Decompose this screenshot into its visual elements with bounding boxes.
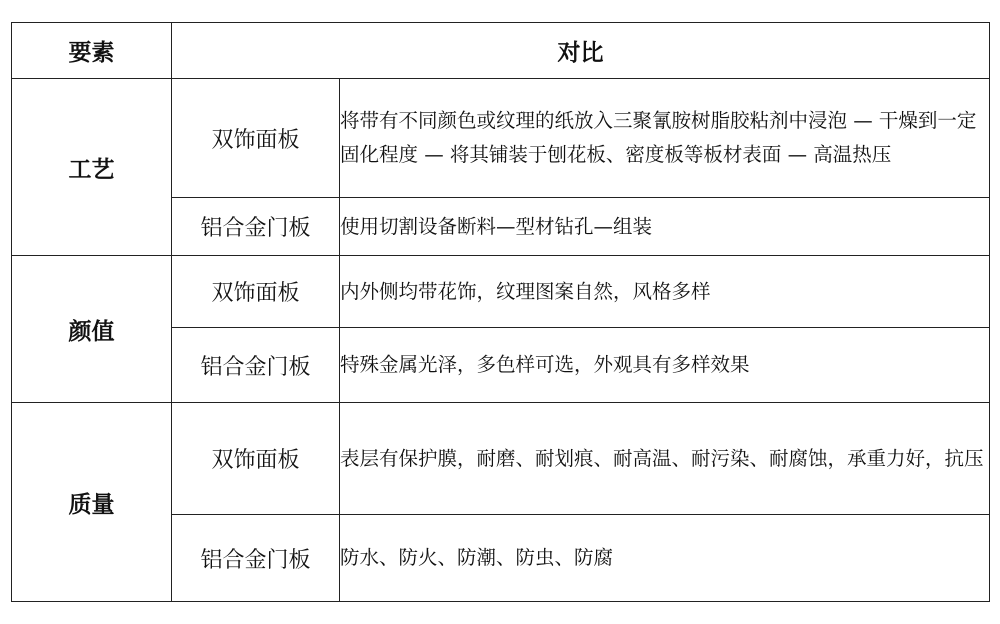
header-element: 要素 — [12, 23, 172, 79]
element-cell-appearance: 颜值 — [12, 256, 172, 403]
table-row — [12, 79, 990, 198]
comparison-table — [11, 22, 990, 602]
type-cell: 双饰面板 — [172, 403, 340, 515]
type-cell: 铝合金门板 — [172, 515, 340, 602]
type-cell: 铝合金门板 — [172, 328, 340, 403]
desc-cell: 防水、防火、防潮、防虫、防腐 — [340, 515, 990, 602]
table-row — [12, 256, 990, 328]
type-cell: 双饰面板 — [172, 79, 340, 198]
desc-cell: 将带有不同颜色或纹理的纸放入三聚氰胺树脂胶粘剂中浸泡 — 干燥到一定固化程度 — 将其铺装于刨花板、密度板等板材表面 — 高温热压 — [340, 79, 990, 198]
type-cell: 双饰面板 — [172, 256, 340, 328]
desc-cell: 使用切割设备断料—型材钻孔—组装 — [340, 198, 990, 256]
type-cell: 铝合金门板 — [172, 198, 340, 256]
element-cell-craft: 工艺 — [12, 79, 172, 256]
desc-cell: 特殊金属光泽，多色样可选，外观具有多样效果 — [340, 328, 990, 403]
header-row — [12, 23, 990, 79]
desc-cell: 内外侧均带花饰，纹理图案自然，风格多样 — [340, 256, 990, 328]
header-compare: 对比 — [172, 23, 990, 79]
desc-cell: 表层有保护膜，耐磨、耐划痕、耐高温、耐污染、耐腐蚀，承重力好，抗压 — [340, 403, 990, 515]
table-row — [12, 403, 990, 515]
element-cell-quality: 质量 — [12, 403, 172, 602]
